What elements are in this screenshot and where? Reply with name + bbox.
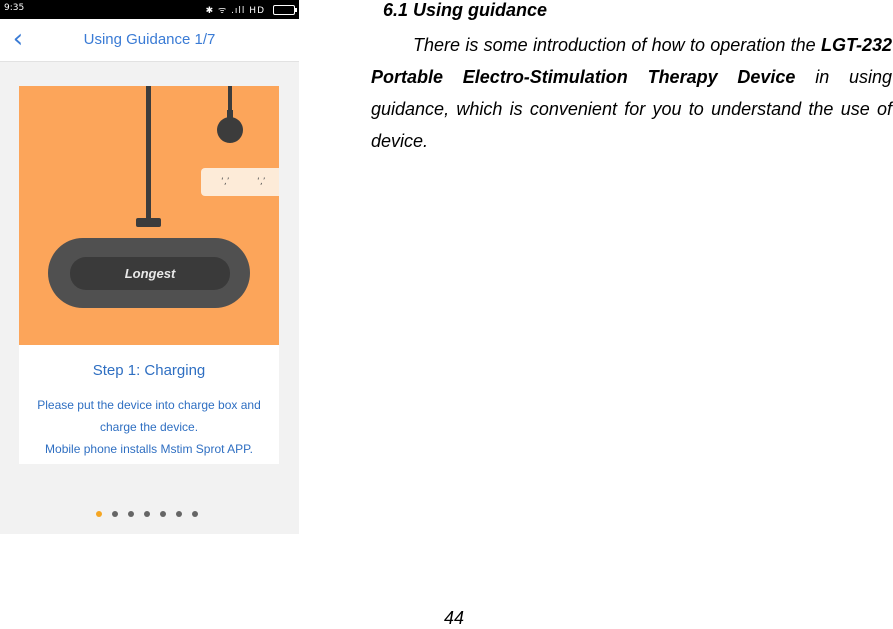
paragraph-lead: There is some introduction of how to operation the [413,35,821,55]
page-dot[interactable] [128,511,134,517]
charger-illustration-svg [19,86,279,345]
cable-plug [136,218,161,227]
page-indicator [96,511,206,519]
nav-title: Using Guidance 1/7 [83,31,216,48]
chevron-left-icon[interactable]: ‹ [12,24,24,54]
socket-holes: ʻ,ʼ [221,177,230,187]
paragraph-tail: in using guidance, which is convenient for you to understand the use of device. [371,67,893,151]
page-dot[interactable] [176,511,182,517]
page-dot[interactable] [112,511,118,517]
page-number: 44 [444,608,465,628]
step-description-line: charge the device. [99,420,199,434]
status-time: 9:35 [4,3,25,13]
right-cable [228,86,232,114]
section-heading: 6.1 Using guidance [383,0,548,20]
cable-head [217,117,243,143]
guidance-card [19,86,279,464]
phone-screenshot [0,0,299,534]
nav-bar [0,19,299,62]
battery-icon [273,5,295,15]
power-socket [201,168,279,196]
page-dot[interactable] [192,511,198,517]
step-description-line: Please put the device into charge box and [37,398,261,412]
product-name: LGT-232 Portable Electro-Stimulation Therapy Device [371,35,892,87]
charging-illustration [19,86,279,345]
device-label: Longest [124,266,176,281]
step-title: Step 1: Charging [92,362,206,379]
intro-paragraph [371,29,892,157]
page-dot[interactable] [144,511,150,517]
svg-text:ʻ,ʼ: ʻ,ʼ [257,177,266,187]
page-dot[interactable] [160,511,166,517]
step-description-line: Mobile phone installs Mstim Sprot APP. [45,442,253,456]
page-dot-active[interactable] [96,511,102,517]
charging-cable [146,86,151,224]
status-bar [0,0,299,19]
status-icons: ✱ ᯤ .ıll HD [205,6,265,16]
